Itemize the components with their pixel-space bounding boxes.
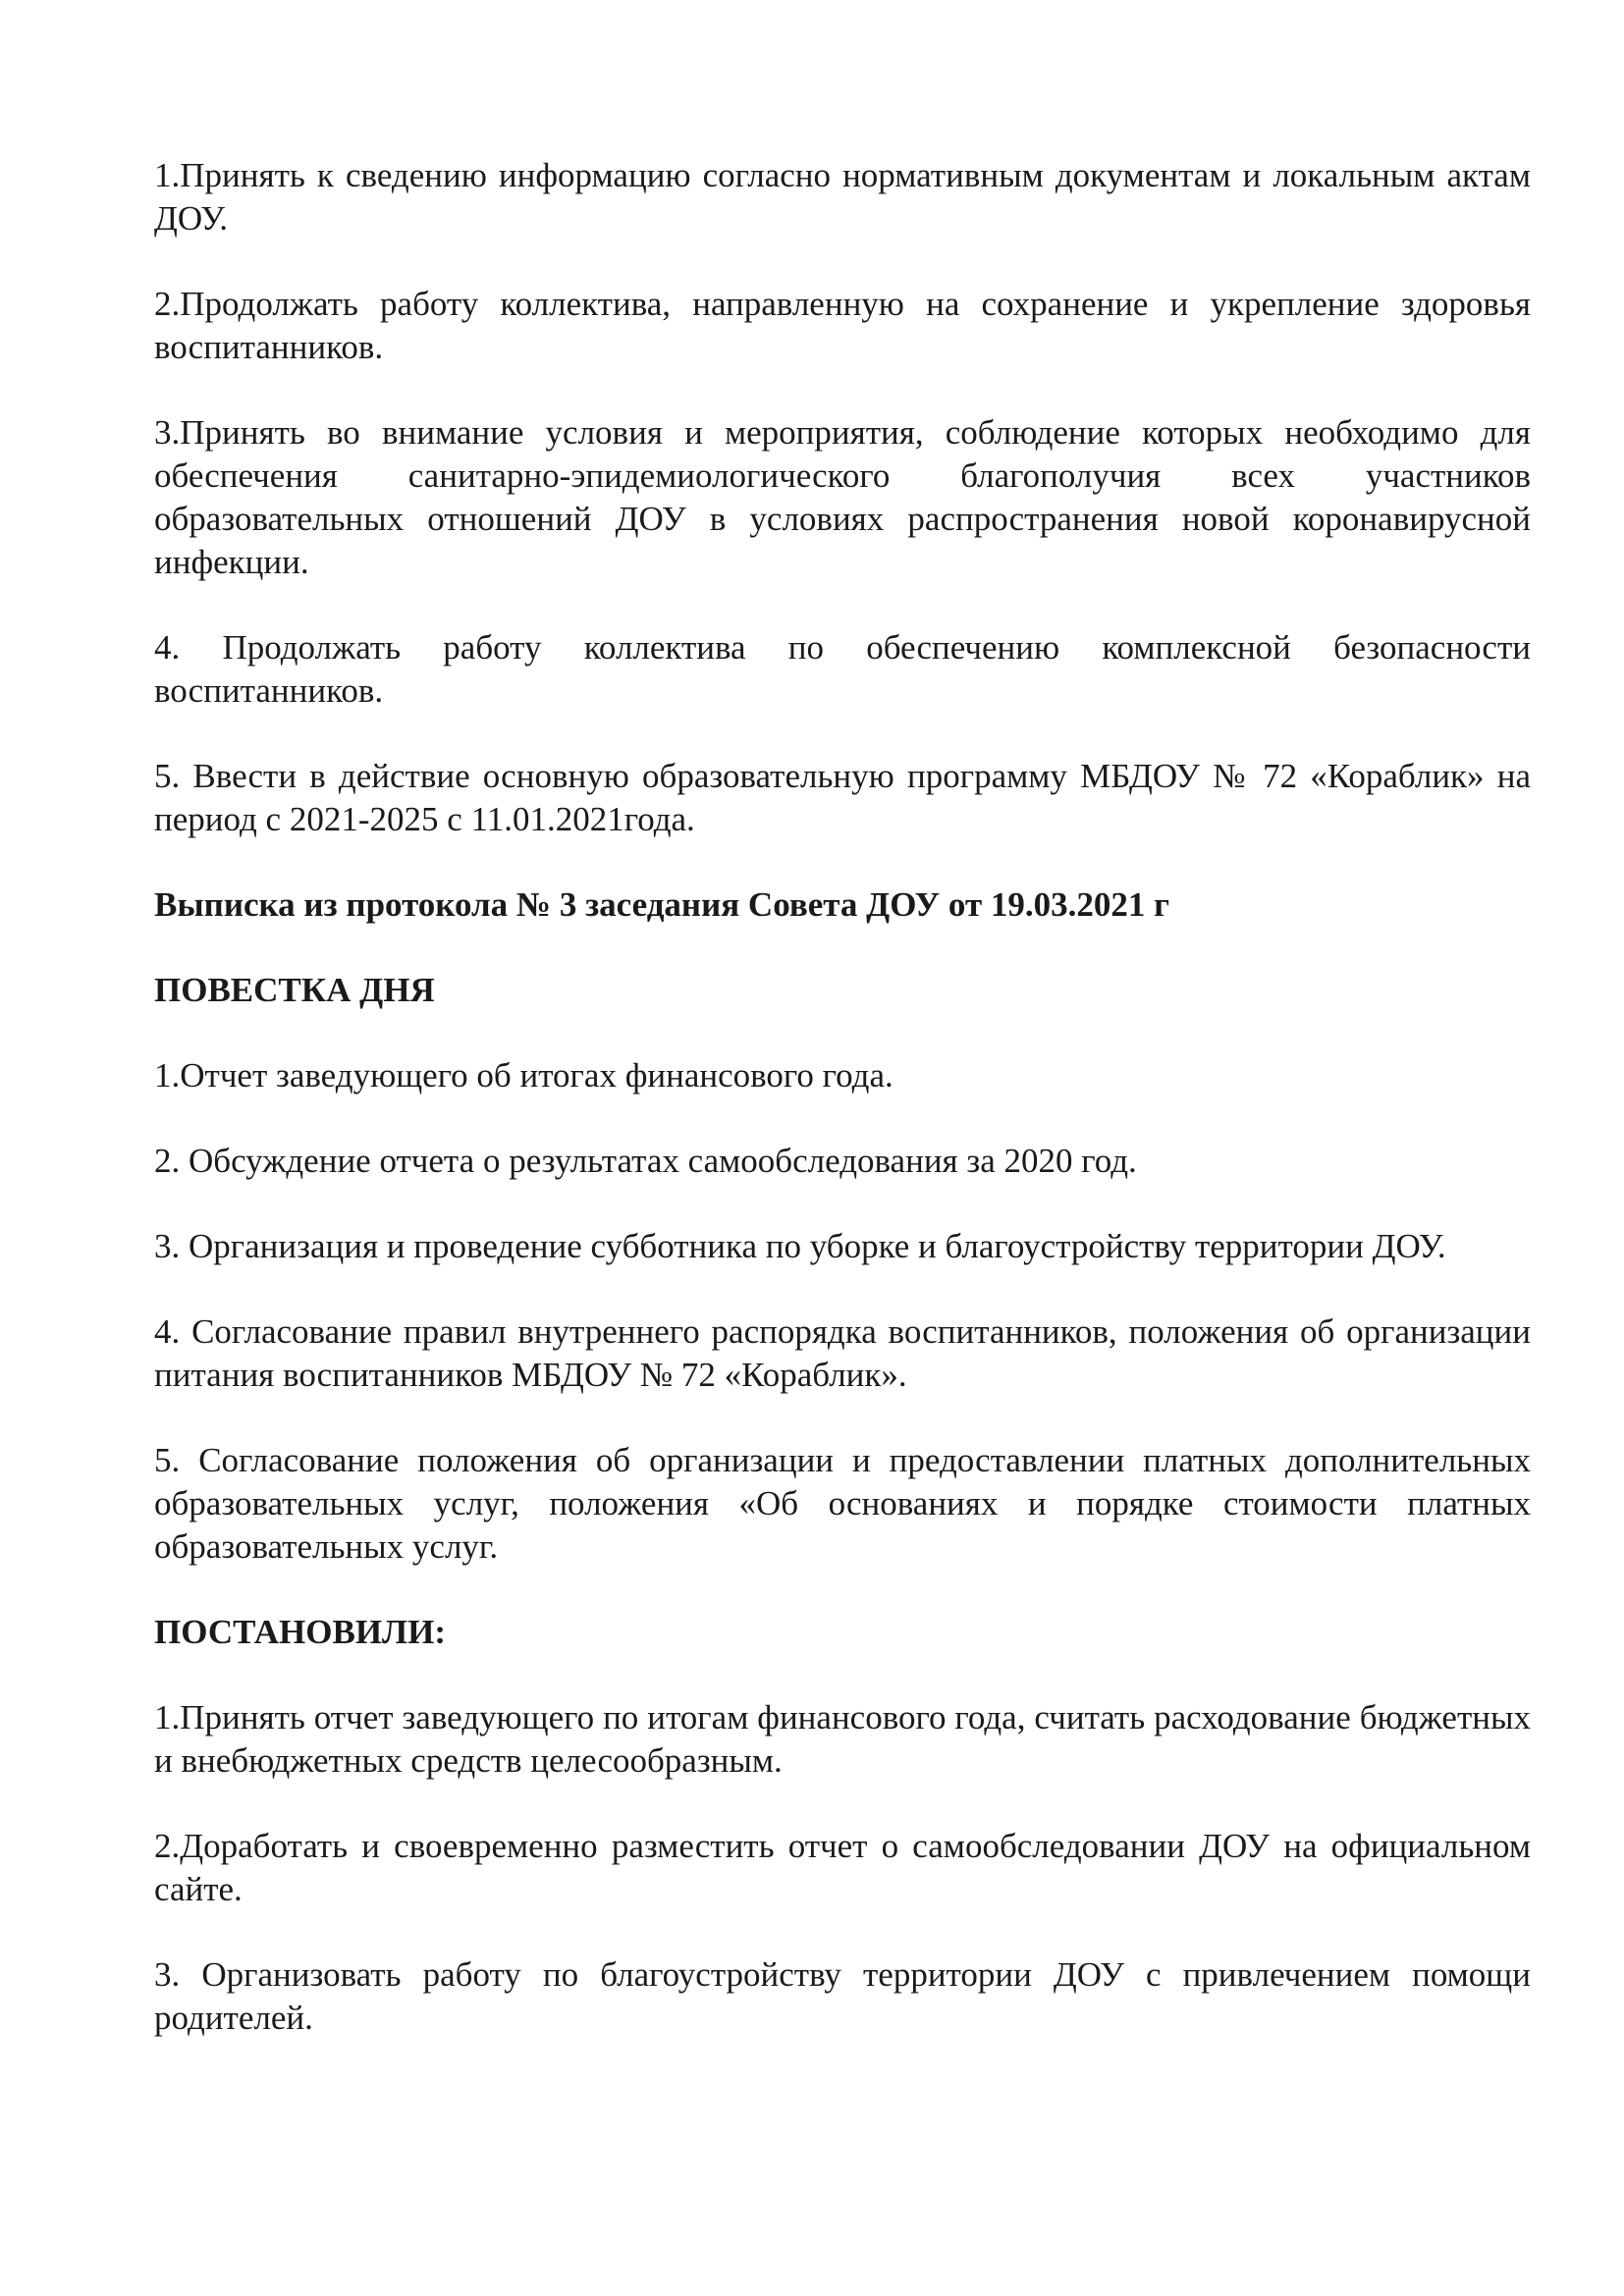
agenda-item-3: 3. Организация и проведение субботника по уборке и благоустройству территории ДОУ. [154, 1227, 1446, 1265]
decision-item-3: 3.Принять во внимание условия и мероприятия, соблюдение которых необходимо для обеспечения санитарно-эпидемиологического благополучия всех участников образовательных отношений ДОУ в условиях распространения новой коронавирусной инфекции. [154, 413, 1531, 581]
decisions-heading: ПОСТАНОВИЛИ: [154, 1613, 447, 1651]
resolution-item-1: 1.Принять отчет заведующего по итогам финансового года, считать расходование бюджетных и внебюджетных средств целесообразным. [154, 1698, 1531, 1780]
protocol-title: Выписка из протокола № 3 заседания Совета ДОУ от 19.03.2021 г [154, 885, 1170, 924]
agenda-item-2: 2. Обсуждение отчета о результатах самообследования за 2020 год. [154, 1142, 1137, 1180]
decision-item-5: 5. Ввести в действие основную образовательную программу МБДОУ № 72 «Кораблик» на период с 2021-2025 с 11.01.2021года. [154, 757, 1531, 838]
decision-item-1: 1.Принять к сведению информацию согласно нормативным документам и локальным актам ДОУ. [154, 156, 1531, 238]
agenda-item-4: 4. Согласование правил внутреннего распорядка воспитанников, положения об организации питания воспитанников МБДОУ № 72 «Кораблик». [154, 1312, 1531, 1394]
decision-item-4: 4. Продолжать работу коллектива по обеспечению комплексной безопасности воспитанников. [154, 628, 1531, 710]
document-body [154, 154, 1531, 2082]
resolution-item-2: 2.Доработать и своевременно разместить отчет о самообследовании ДОУ на официальном сайте. [154, 1827, 1531, 1908]
agenda-item-5: 5. Согласование положения об организации и предоставлении платных дополнительных образовательных услуг, положения «Об основаниях и порядке стоимости платных образовательных услуг. [154, 1441, 1531, 1566]
agenda-heading: ПОВЕСТКА ДНЯ [154, 971, 435, 1009]
agenda-item-1: 1.Отчет заведующего об итогах финансового года. [154, 1056, 893, 1095]
decision-item-2: 2.Продолжать работу коллектива, направленную на сохранение и укрепление здоровья воспитанников. [154, 285, 1531, 366]
resolution-item-3: 3. Организовать работу по благоустройству территории ДОУ с привлечением помощи родителей. [154, 1955, 1531, 2037]
